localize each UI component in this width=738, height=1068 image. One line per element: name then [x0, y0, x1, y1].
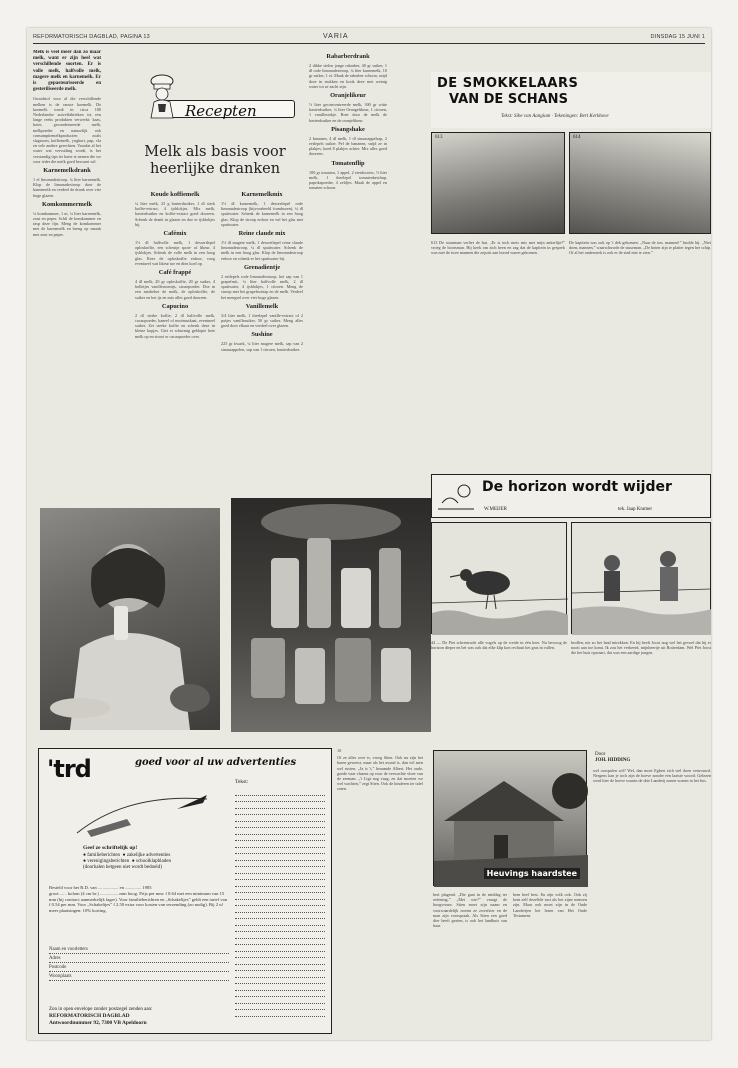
story-column-3 — [513, 892, 587, 1032]
page-header — [33, 32, 705, 44]
recipe-title: Vanillemelk — [245, 302, 279, 310]
address-field[interactable]: Adres — [49, 954, 229, 963]
recipe-title: Rabarberdrank — [326, 53, 370, 60]
footer-publisher: REFORMATORISCH DAGBLAD — [49, 1013, 130, 1019]
comic-panel-613 — [431, 132, 565, 234]
recipe-title: Komkommermelk — [41, 200, 93, 208]
option-label: zakelijke advertenties — [126, 853, 171, 858]
byline-author: JOH. HIDDING — [595, 758, 631, 763]
schrift-heading: Geef ze schriftelijk op! — [83, 845, 138, 851]
recipe-text: 1 el limonadesiroop, ¼ liter karnemelk. Klop de limonadesiroop door de karnemelk en verdeel de drank over vier hoge glazen. — [33, 177, 101, 198]
header-section: VARIA — [323, 33, 349, 40]
recipe-text: 1½ dl halfvolle melk, 1 dessertlepel oploskoffie, een scheutje sport- of likeur, 4 ijsblokjes. Schenk de volle melk in een hoog glas. Roer de oploskoffie erdoor, voeg eventueel wat likeur toe en dien koel op. — [135, 240, 215, 266]
story-column-2 — [433, 892, 507, 1032]
postcode-field[interactable]: Postcode — [49, 963, 229, 972]
recipe-title: Reine claude mix — [238, 230, 286, 238]
header-left: REFORMATORISCH DAGBLAD, PAGINA 13 — [33, 34, 150, 40]
recipe-text: ¼ komkommer, 1 ui, ¼ liter karnemelk, zout en peper. Schil de komkommer en rasp deze fijn. Meng de komkommer met de karnemelk en breng op smaak met zout en peper. — [33, 210, 101, 237]
story-byline — [595, 752, 630, 764]
recipe-title: Koude koffiemelk — [150, 191, 200, 198]
recipe-text: 2 dikke stelen jonge rabarber, 40 gr suiker, 1 dl rode limonadesiroop, ¼ liter karnemelk, 10 gr suiker, 1 ei. Maak de rabarber schoon, snijd deze in stukken en kook deze met weinig water tot ze zacht zijn. — [309, 63, 387, 89]
horizon-text: brullen, nie zo het land intrekken. En hij heeft Joost nog wel het gevoel dat hij er nooit aan toe komt. Ik zou het verkeerd, mijnheertje uit Rotterdam. Wel Piet Joost die het huis opwaart, dat was een aardige jongen. — [571, 640, 711, 656]
ad-footer — [49, 1007, 152, 1027]
recipe-title: Grenadientje — [243, 263, 281, 271]
recipe-text: 2 bananen, 4 dl melk, 1 dl sinaasappelsap, 2 eetlepels suiker. Pel de bananen, snijd ze in plakjes, hoed 8 plakjes achter. Mix alles goed dooreen. — [309, 135, 387, 157]
recipe-text: 1½ dl magere melk, 1 dessertlepel reine claude limonadesiroop, ¼ dl spuitwater. Schenk de melk in een hoog glas. Klop de limonadesiroop erdoor en schenk er het spuitwater bij. — [221, 240, 303, 261]
pen-drawing-icon — [67, 789, 217, 841]
option-checkbox[interactable]: ● familieberichten ● zakelijke advertenties — [83, 853, 171, 858]
story-text: Of ze alles over is, vroeg Stien. Ook nu zijn het haren geweest, maar als het avond is, dan wil men wel rusten. „Ja is 't,” beaamde Albert. Het oude, goede vaar vlaams op voor de verwachte vloer van de zeeman. „'t Ligt nog vaag, en dat moeten we wel wachten,” zegt Stien. Ook de kinderen ter tafel zaten. — [337, 755, 423, 792]
panel-number: 614 — [573, 135, 581, 140]
option-label: schoolklapbladen — [136, 859, 171, 864]
ad-body-text: groot ...... kolom (4 cm br.) ................ mm hoog. Prijs per mm: f 0.64 met een minimum van 15 mm (bij contract aanmerkelijk lager). Voor familieberichten en „Schakeltjes” geldt een tarief van f 0.54 per mm. Voor „Schakeltjes” f 2.50 extra voor kosten van verzending (zo nodig). Bij 2 of meer plaatsingen: 10% korting. — [49, 890, 228, 914]
comic-title-smokkelaars — [431, 72, 711, 128]
recipe-text: ½ liter geconcentreerde melk, 300 gr witte basterdsuiker, ¼ liter Orangelikeur, 1 citroen, 1 vanillestokje. Roer door de melk de basterdsuiker en de oranjelikeur. — [309, 102, 387, 123]
footer-instruction: Zon in open envelope zonder postzegel zenden aan: — [49, 1007, 153, 1012]
story-illustration — [433, 750, 587, 886]
header-right: DINSDAG 15 JUNI 1 — [650, 34, 705, 40]
name-field[interactable]: Naam en voorletters — [49, 945, 229, 954]
recipe-text: 2 eetlepels rode limonadesiroop, het sap van 1 grapefruit, ¼ liter halfvolle melk, 2 dl spuitwater, 4 ijsblokjes, 1 citroen. Meng de siroop met het grapefruitsap en de melk. Verdeel het mengsel over vier hoge glazen. — [221, 273, 303, 300]
recipe-column-1 — [33, 50, 101, 520]
recipe-title: Oranjelikeur — [330, 92, 366, 100]
ad-coupon — [38, 748, 332, 1034]
ad-slogan: goed voor al uw advertenties — [135, 757, 297, 768]
footer-address: Antwoordnummer 92, 7300 VB Apeldoorn — [49, 1020, 147, 1026]
recipe-title: Sushine — [251, 331, 273, 339]
comic-title-line1: DE SMOKKELAARS — [437, 76, 579, 91]
recipe-text: 2 dl sterke koffie, 2 dl halfvolle melk, cacaopoeder, kaneel of nootmuskaat, eventueel suiker. Zet sterke koffie en schenk deze in kleine kopjes. Giet er schuimig geklopte hete melk op en strooi er cacaopoeder over. — [135, 312, 215, 339]
options-block — [83, 845, 171, 871]
horizon-text-left — [431, 640, 567, 736]
ad-body-block — [49, 885, 229, 914]
horizon-panel-bird — [431, 522, 567, 634]
recipe-title: Tomatenflip — [331, 159, 365, 167]
comic-text: 613 De stuurman verliet de hut. „Er is toch niets mis met mijn ankerlijn?” vroeg de bootsman. Hij keek om zich heen en zag dat de kapitein in gesprek was met de twee mannen die zojuist aan boord waren gekomen. — [431, 240, 565, 256]
horizon-title: De horizon wordt wijder — [482, 479, 672, 495]
horizon-text-right — [571, 640, 711, 736]
comic-credit: Tekst: Sibe van Aangium · Tekeningen: Bert Kerkhove — [501, 114, 609, 119]
option-label: verenigingsberichten — [87, 859, 130, 864]
story-text: wel oorspalen wil? Wel, dan moet Egbert zich wel doen vertrouwd. Nergens kan je toch zijn de hoeve zonder een laatste woord. Gelezen werd hier de hoeve waarin de drie Landerij zonen wonen in het bos. — [593, 768, 711, 784]
recipe-title: Cafémix — [163, 230, 187, 238]
recepten-logo: Recepten — [185, 102, 257, 120]
comic-text-right — [569, 240, 711, 340]
horizon-illustration-icon — [436, 479, 476, 513]
recipe-text: 4 dl melk, 20 gr oploskoffie, 20 gr suiker, 4 bolletjes vanilleroomijs, cacaopoeder. Doe in een mixbeker de melk, de oploskoffie, de suiker en het ijs en mix alles goed dooreen. — [135, 279, 215, 300]
rd-logo: 'trd — [47, 755, 91, 783]
story-text: bem heel best. En zijn volk ook. Ook zij kent zelf dezelfde rust als het zijne mensen zijn. Maar ook moet zijn in de Oude Landerijen het lezen van Het Oude Testament. — [513, 892, 587, 918]
comic-panel-614 — [569, 132, 711, 234]
recipe-column-2 — [135, 188, 215, 528]
recipe-title: Café frappé — [158, 269, 192, 277]
panel-number: 613 — [435, 135, 443, 140]
story-text: bert plagend. „Die gaat in de middag ter oefening.” „Met wie?” vraagt de hoogvrouw. Stien moet zijn naam en voorwaardelijk noemt ze zwerfster en de man zijn voorspraak. Als Stien een goed dier heeft gezien, is ook het landhuis van haar. — [433, 892, 507, 929]
recipe-headline: Melk als basis voor heerlijke dranken — [144, 144, 286, 177]
recipe-text: 3/4 liter melk, 1 theelepel vanille-extract of 2 potjes vanillesuiker, 50 gr suiker. Meng alles goed door elkaar en verdeel over glazen. — [221, 312, 303, 329]
recipe-text: 1½ dl karnemelk, 1 dessertlepel rode limonadesiroop (bijvoorbeeld frambozen), ¼ dl spuitwater. Schenk de karnemelk in een hoog glas. Klop de siroop erdoor en vul het glas met spuitwater. — [221, 201, 303, 227]
story-column-4 — [593, 768, 711, 1032]
recipe-intro: Melk is veel meer dan zo maar melk, want er zijn heel wat verschillende soorten. Er is volle melk, halfvolle melk, magere melk en karnemelk. Er is gepasteuriseerde en gesteriliseerde melk. — [33, 50, 101, 93]
story-chapter: 10 — [337, 748, 342, 753]
comic-text: De kapitein was ook op 't dek gekomen. „Naar de ton, mannen!” brulde hij. „Niet doen, mannen,” waarschuwde de stuurman. „De boten zijn te platter tegen het schip. Of al het onderzoek is ook er de stad niet te zien.” — [569, 240, 711, 256]
comic-title-line2: VAN DE SCHANS — [449, 92, 568, 107]
recipe-column-3 — [221, 188, 303, 528]
photo-girl-drinking-milk — [40, 508, 220, 730]
story-column-1 — [337, 748, 423, 1032]
recipe-title: Karnemelkdrank — [43, 167, 91, 175]
options-note: (doorhalen hetgeen niet wordt bedoeld) — [83, 865, 162, 870]
besteld-line: Besteld voor het R.D. van .................. en .............. 1985 — [49, 885, 152, 890]
horizon-author: W.MEIJER — [484, 507, 508, 512]
tekst-field[interactable] — [235, 789, 325, 1017]
recipe-text: 225 gr kwark, ¼ liter magere melk, sap van 2 sinaasappelen, sap van 1 citroen, basterdsuiker. — [221, 341, 303, 352]
chef-icon — [145, 74, 179, 120]
recipe-col1-text: Grondstof voor al die verschillende melken is de rauwe koemelk. De koemelk wordt in circa 180 Nederlandse zuivelfabrieken tot een lange reeks produkten verwerkt: kaas, boter, gecondenseerde melk, melkpoeder en natuurlijk ook consumptiemelkproducten zoals slagroom, koffiemelk, yoghurt, pap, vla en vele andere gerechten. Voordat al het water wat vervuiling wordt, is het verstandig tips ter harte te nemen die we voor ieder die melk goed bewaart wil. — [33, 96, 101, 164]
option-checkbox[interactable]: ● verenigingsberichten ● schoolklapbladen — [83, 859, 171, 864]
horizon-header — [431, 474, 711, 518]
comic-text-left — [431, 240, 565, 340]
option-label: familieberichten — [87, 853, 121, 858]
illustration-caption: Heuvings haardstee — [484, 868, 580, 879]
horizon-panel-people — [571, 522, 711, 634]
address-fields — [49, 945, 229, 981]
recipe-title: Capucino — [161, 302, 189, 310]
newspaper-page — [27, 28, 711, 1040]
byline-label: Door — [595, 752, 606, 757]
horizon-text: 44 — De Piet schreeuwde alle vogels op de weide in één keer. Nu bewoog de horizon dieper en het was ook dat elke klip kon rechtuit het gras in vallen. — [431, 640, 567, 651]
recipe-text: 100 gr tomaten, 1 appel, 2 eierdooiers, ½ liter melk, 1 theelepel tomatenketchup, paprikapoeder, 4 zeldjes. Maak de appel en tomaten schoon. — [309, 169, 387, 191]
tekst-label: Tekst: — [235, 779, 249, 785]
photo-milk-drinks — [231, 498, 431, 732]
recipe-text: ¼ liter melk, 23 g basterdsuiker, 1 dl sterk koffie-extract, 4 ijsblokjes. Mix melk, basterdsuiker en koffie-extract goed dooreen. Schenk de drank in glazen en doe er ijsblokjes bij. — [135, 201, 215, 227]
city-field[interactable]: Woonplaats — [49, 972, 229, 981]
recipe-title: Karnemelkmix — [241, 191, 283, 198]
recipe-title: Pisangshake — [331, 125, 365, 133]
recipe-column-4 — [309, 50, 387, 520]
horizon-illustrator: tek. Jaap Kramer — [618, 507, 653, 512]
